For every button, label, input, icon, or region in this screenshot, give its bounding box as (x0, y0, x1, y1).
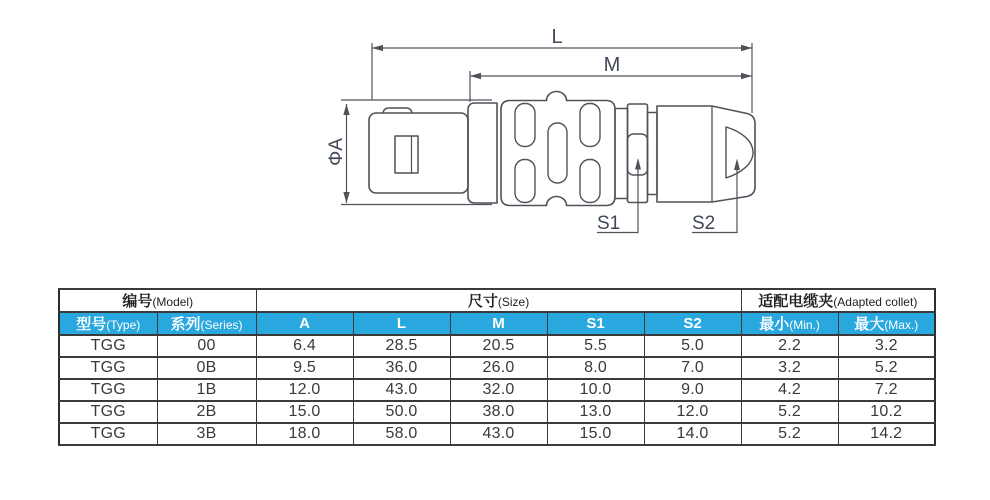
cell-L: 58.0 (353, 423, 450, 445)
col-header-max-zh: 最大 (854, 316, 885, 333)
arrow-S2 (734, 159, 740, 171)
cell-max: 14.2 (838, 423, 935, 445)
dimension-arrowheads (343, 45, 752, 203)
cable-exit-shape (726, 127, 753, 178)
cell-M: 32.0 (450, 379, 547, 401)
coupling-ring (501, 92, 615, 206)
grip-slot-bottom-right (580, 160, 600, 203)
arrow-M-right (741, 73, 752, 79)
dim-label-L: L (551, 26, 563, 48)
table-row (59, 335, 935, 357)
table-group-header-row (59, 289, 935, 312)
cell-A: 15.0 (256, 401, 353, 423)
cell-S2: 12.0 (644, 401, 741, 423)
group-header-model (59, 289, 256, 312)
col-header-M (450, 312, 547, 335)
cell-S2: 7.0 (644, 357, 741, 379)
col-header-S2-label: S2 (683, 314, 702, 332)
cell-S1: 10.0 (547, 379, 644, 401)
cell-L: 28.5 (353, 335, 450, 357)
spec-table (58, 288, 936, 446)
connector-parts (369, 92, 755, 206)
cell-A: 12.0 (256, 379, 353, 401)
cell-series: 3B (157, 423, 256, 445)
cell-type: TGG (59, 379, 157, 401)
group-header-size (256, 289, 741, 312)
cell-min: 3.2 (741, 357, 838, 379)
cell-L: 43.0 (353, 379, 450, 401)
cell-M: 43.0 (450, 423, 547, 445)
spacer-nut-housing (648, 113, 658, 195)
cell-min: 4.2 (741, 379, 838, 401)
col-header-type-en: (Type) (106, 318, 141, 332)
dimension-lines (341, 43, 752, 205)
dim-label-S2: S2 (692, 213, 716, 234)
rear-housing (657, 106, 755, 202)
grip-slot-top-left (515, 104, 535, 147)
cell-type: TGG (59, 335, 157, 357)
cell-L: 50.0 (353, 401, 450, 423)
cell-A: 9.5 (256, 357, 353, 379)
cell-series: 0B (157, 357, 256, 379)
dim-label-S1: S1 (597, 213, 621, 234)
cell-S2: 14.0 (644, 423, 741, 445)
cell-A: 18.0 (256, 423, 353, 445)
group-header-model-zh: 编号 (122, 293, 153, 310)
cell-max: 7.2 (838, 379, 935, 401)
cell-type: TGG (59, 357, 157, 379)
col-header-A (256, 312, 353, 335)
table-row (59, 423, 935, 445)
col-header-series-zh: 系列 (170, 316, 201, 333)
col-header-type-zh: 型号 (76, 316, 107, 333)
col-header-S1 (547, 312, 644, 335)
cell-S1: 13.0 (547, 401, 644, 423)
cell-max: 5.2 (838, 357, 935, 379)
grip-slot-bottom-left (515, 160, 535, 203)
grip-slot-top-right (580, 104, 600, 147)
cell-M: 20.5 (450, 335, 547, 357)
cell-series: 00 (157, 335, 256, 357)
group-header-size-zh: 尺寸 (467, 293, 498, 310)
col-header-series-en: (Series) (200, 318, 243, 332)
cell-min: 2.2 (741, 335, 838, 357)
col-header-series (157, 312, 256, 335)
table-row (59, 379, 935, 401)
arrow-L-right (741, 45, 752, 51)
dim-label-phiA: ΦA (326, 138, 347, 166)
cell-L: 36.0 (353, 357, 450, 379)
cell-min: 5.2 (741, 401, 838, 423)
grip-slot-center (548, 123, 567, 183)
cell-S1: 8.0 (547, 357, 644, 379)
cell-M: 26.0 (450, 357, 547, 379)
cell-series: 1B (157, 379, 256, 401)
cell-S2: 5.0 (644, 335, 741, 357)
col-header-max-en: (Max.) (884, 318, 919, 332)
arrow-S1 (635, 158, 641, 170)
group-header-model-en: (Model) (152, 295, 194, 309)
col-header-type (59, 312, 157, 335)
cell-S2: 9.0 (644, 379, 741, 401)
arrow-L-left (372, 45, 383, 51)
table-row (59, 401, 935, 423)
cell-min: 5.2 (741, 423, 838, 445)
keyway-window (395, 136, 418, 173)
col-header-min (741, 312, 838, 335)
col-header-L (353, 312, 450, 335)
col-header-M-label: M (492, 314, 505, 332)
cell-max: 3.2 (838, 335, 935, 357)
cell-type: TGG (59, 423, 157, 445)
group-header-collet-en: (Adapted collet) (833, 295, 918, 309)
cell-S1: 5.5 (547, 335, 644, 357)
grip-slots (515, 104, 600, 203)
sleeve-collar (468, 103, 497, 203)
dim-label-M: M (603, 54, 621, 76)
cell-type: TGG (59, 401, 157, 423)
table-column-header-row (59, 312, 935, 335)
table-row (59, 357, 935, 379)
spacer-ring-nut (615, 109, 628, 199)
cell-A: 6.4 (256, 335, 353, 357)
col-header-S1-label: S1 (586, 314, 605, 332)
arrow-phiA-down (343, 192, 349, 203)
col-header-A-label: A (299, 314, 310, 332)
cell-M: 38.0 (450, 401, 547, 423)
arrow-phiA-up (343, 104, 349, 115)
group-header-collet-zh: 适配电缆夹 (758, 293, 834, 310)
cell-series: 2B (157, 401, 256, 423)
col-header-L-label: L (396, 314, 407, 332)
col-header-min-en: (Min.) (789, 318, 820, 332)
col-header-min-zh: 最小 (759, 316, 790, 333)
col-header-S2 (644, 312, 741, 335)
group-header-size-en: (Size) (497, 295, 530, 309)
cell-max: 10.2 (838, 401, 935, 423)
cell-S1: 15.0 (547, 423, 644, 445)
group-header-collet (741, 289, 935, 312)
col-header-max (838, 312, 935, 335)
arrow-M-left (470, 73, 481, 79)
